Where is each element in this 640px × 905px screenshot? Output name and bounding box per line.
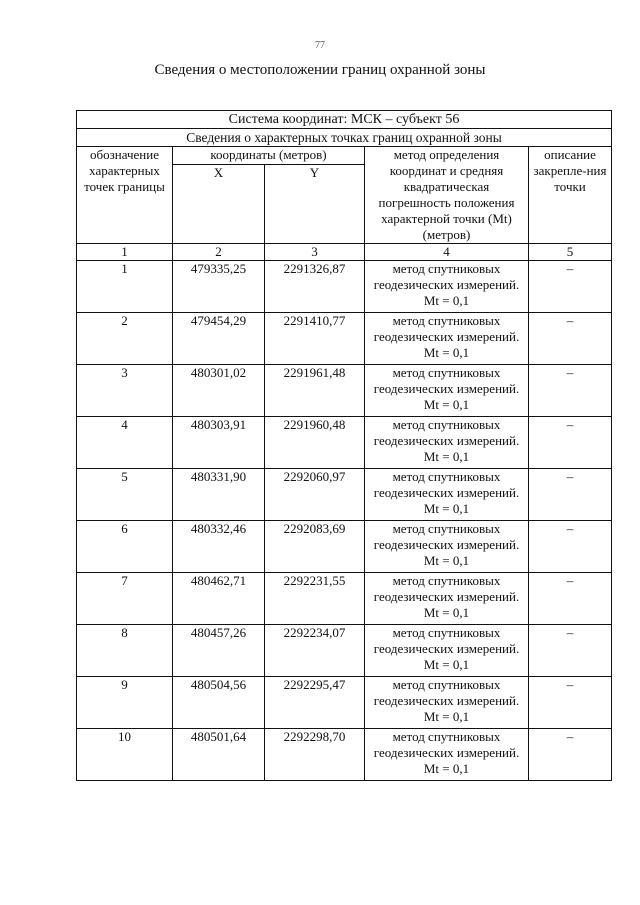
- description-cell: –: [529, 573, 612, 625]
- method-cell: метод спутниковых геодезических измерений. Mt = 0,1: [365, 677, 529, 729]
- method-cell: метод спутниковых геодезических измерений. Mt = 0,1: [365, 261, 529, 313]
- x-coordinate-cell: 480301,02: [173, 365, 265, 417]
- y-coordinate-cell: 2291326,87: [265, 261, 365, 313]
- y-coordinate-cell: 2291960,48: [265, 417, 365, 469]
- x-coordinate-cell: 479335,25: [173, 261, 265, 313]
- column-number-1: 1: [77, 244, 173, 261]
- description-cell: –: [529, 729, 612, 781]
- table-row: [77, 521, 612, 573]
- y-coordinate-cell: 2292298,70: [265, 729, 365, 781]
- point-number-cell: 10: [77, 729, 173, 781]
- x-coordinate-cell: 479454,29: [173, 313, 265, 365]
- method-cell: метод спутниковых геодезических измерений. Mt = 0,1: [365, 365, 529, 417]
- point-number-cell: 1: [77, 261, 173, 313]
- description-cell: –: [529, 417, 612, 469]
- x-coordinate-cell: 480501,64: [173, 729, 265, 781]
- method-column-header: метод определения координат и средняя квадратическая погрешность положения характерной точки (Мt) (метров): [365, 147, 529, 244]
- method-cell: метод спутниковых геодезических измерений. Mt = 0,1: [365, 417, 529, 469]
- method-cell: метод спутниковых геодезических измерений. Mt = 0,1: [365, 313, 529, 365]
- x-coordinate-cell: 480462,71: [173, 573, 265, 625]
- y-coordinate-cell: 2292231,55: [265, 573, 365, 625]
- section-header: Сведения о характерных точках границ охранной зоны: [77, 129, 612, 147]
- x-coordinate-cell: 480504,56: [173, 677, 265, 729]
- x-coordinate-cell: 480303,91: [173, 417, 265, 469]
- column-number-3: 3: [265, 244, 365, 261]
- point-number-cell: 8: [77, 625, 173, 677]
- description-cell: –: [529, 625, 612, 677]
- method-cell: метод спутниковых геодезических измерений. Mt = 0,1: [365, 521, 529, 573]
- y-coordinate-cell: 2292234,07: [265, 625, 365, 677]
- description-cell: –: [529, 365, 612, 417]
- y-coordinate-cell: 2292083,69: [265, 521, 365, 573]
- y-coordinate-cell: 2291961,48: [265, 365, 365, 417]
- column-number-4: 4: [365, 244, 529, 261]
- method-cell: метод спутниковых геодезических измерений. Mt = 0,1: [365, 729, 529, 781]
- table-row: [77, 313, 612, 365]
- description-cell: –: [529, 677, 612, 729]
- coordinate-system-header: Система координат: МСК – субъект 56: [77, 111, 612, 129]
- description-cell: –: [529, 469, 612, 521]
- point-number-cell: 3: [77, 365, 173, 417]
- boundary-points-table: [76, 110, 612, 781]
- table-row: [77, 729, 612, 781]
- page-number: 77: [315, 40, 325, 51]
- table-row: [77, 625, 612, 677]
- point-number-cell: 7: [77, 573, 173, 625]
- method-cell: метод спутниковых геодезических измерений. Mt = 0,1: [365, 573, 529, 625]
- point-number-cell: 9: [77, 677, 173, 729]
- point-number-cell: 6: [77, 521, 173, 573]
- point-number-cell: 2: [77, 313, 173, 365]
- y-column-header: Y: [265, 165, 365, 244]
- column-number-2: 2: [173, 244, 265, 261]
- table-row: [77, 365, 612, 417]
- document-title: Сведения о местоположении границ охранной зоны: [154, 62, 486, 78]
- coordinates-column-header: координаты (метров): [173, 147, 365, 165]
- table-row: [77, 469, 612, 521]
- description-column-header: описание закрепле-ния точки: [529, 147, 612, 244]
- designation-column-header: обозначение характерных точек границы: [77, 147, 173, 244]
- x-column-header: X: [173, 165, 265, 244]
- y-coordinate-cell: 2292060,97: [265, 469, 365, 521]
- method-cell: метод спутниковых геодезических измерений. Mt = 0,1: [365, 625, 529, 677]
- x-coordinate-cell: 480331,90: [173, 469, 265, 521]
- x-coordinate-cell: 480332,46: [173, 521, 265, 573]
- table-row: [77, 261, 612, 313]
- point-number-cell: 5: [77, 469, 173, 521]
- description-cell: –: [529, 521, 612, 573]
- method-cell: метод спутниковых геодезических измерений. Mt = 0,1: [365, 469, 529, 521]
- description-cell: –: [529, 261, 612, 313]
- table-row: [77, 573, 612, 625]
- description-cell: –: [529, 313, 612, 365]
- y-coordinate-cell: 2291410,77: [265, 313, 365, 365]
- column-number-5: 5: [529, 244, 612, 261]
- x-coordinate-cell: 480457,26: [173, 625, 265, 677]
- y-coordinate-cell: 2292295,47: [265, 677, 365, 729]
- point-number-cell: 4: [77, 417, 173, 469]
- table-row: [77, 417, 612, 469]
- table-row: [77, 677, 612, 729]
